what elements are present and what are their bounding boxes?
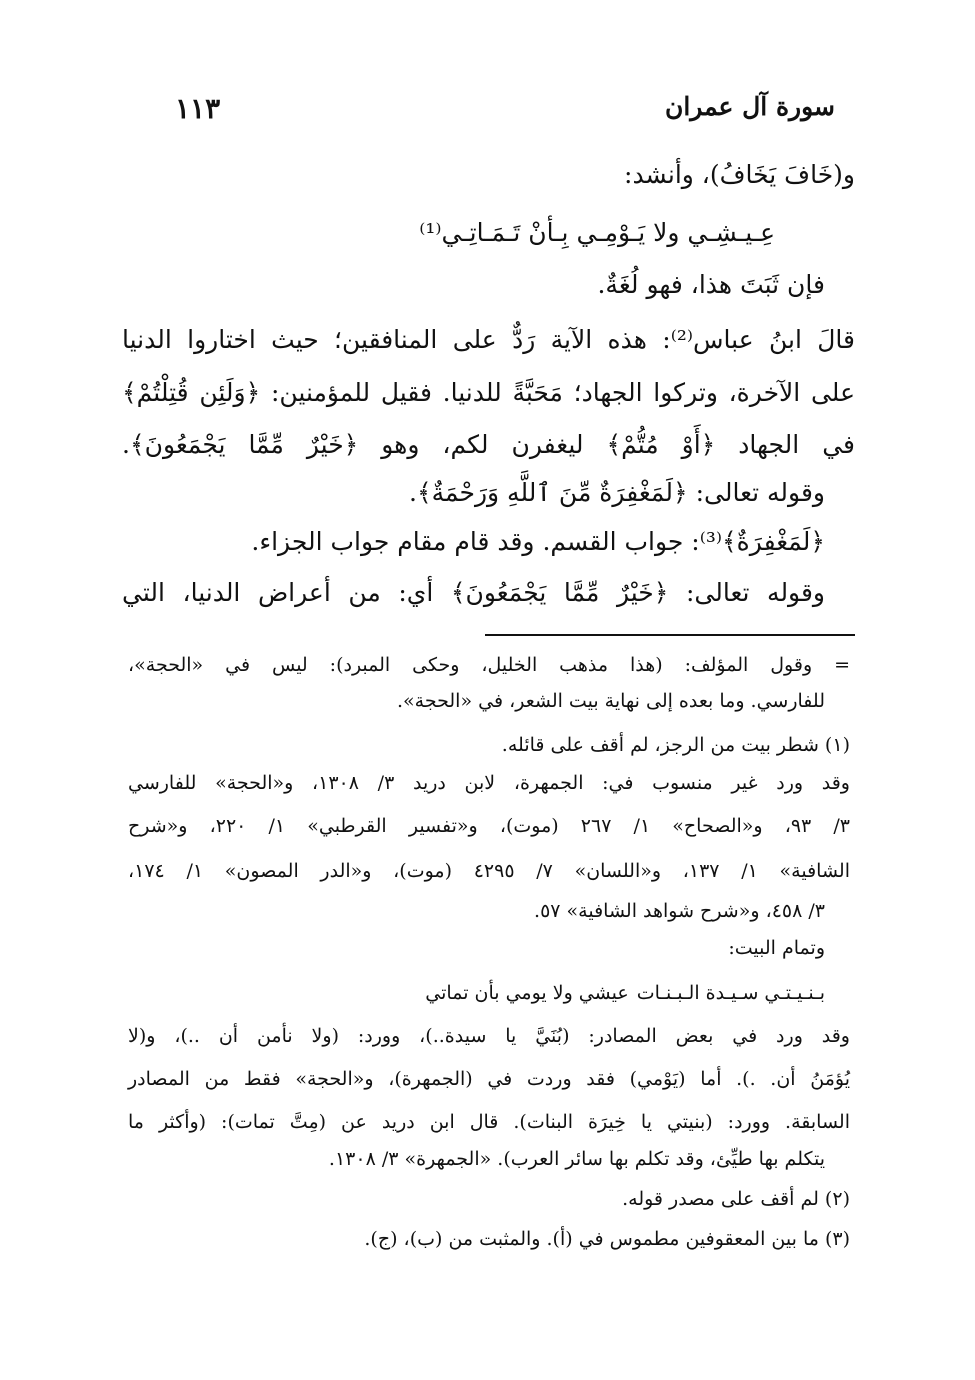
footnote-1: (١) شطر بيت من الرجز، لم أقف على قائله. — [501, 734, 850, 756]
page-number: ١١٣ — [175, 92, 221, 125]
body-line-5: على الآخرة، وتركوا الجهاد؛ مَحَبَّةً للدنيا. فقيل للمؤمنين: ﴿وَلَئِن قُتِلْتُمْ﴾ — [122, 378, 855, 407]
footnote-1-line-6: وتمام البيت: — [728, 937, 825, 959]
footnote-1-line-9: يُؤمَنُ أن. .). أما (يَوْمي) فقد وردت في (الجمهرة)، و«الحجة» فقط من المصادر — [128, 1068, 850, 1090]
body-line-8: ﴿لَمَغْفِرَةٌ﴾⁽³⁾: جواب القسم. وقد قام مقام جواب الجزاء. — [251, 527, 825, 556]
footnote-cont-1: = وقول المؤلف: (هذا مذهب الخليل، وحكى المبرد): ليس في «الحجة»، — [128, 654, 850, 676]
body-line-1: و(خَافَ يَخَافُ)، وأنشد: — [624, 160, 855, 189]
body-line-4: قالَ ابنُ عباس⁽²⁾: هذه الآية رَدٌّ على المنافقين؛ حيث اختاروا الدنيا — [122, 325, 855, 354]
footnote-1-line-4: الشافية» ١/ ١٣٧، و«اللسان» ٧/ ٤٢٩٥ (موت)، و«الدر المصون» ١/ ١٧٤، — [128, 860, 850, 882]
verse-hemistich-2: عيشي ولا يومي بأن تماتي — [425, 982, 629, 1004]
footnote-1-line-10: السابقة. وورد: (بنيتي يا خِيرَة البنات). قال ابن دريد عن (مِتَّ تمات): (وأكثر ما — [128, 1111, 850, 1133]
footnote-1-line-11: يتكلم بها طيِّئ، وقد تكلم بها سائر العرب). «الجمهرة» ٣/ ١٣٠٨. — [328, 1148, 825, 1170]
footnote-separator — [485, 634, 855, 636]
footnote-1-line-5: ٣/ ٤٥٨، و«شرح شواهد الشافية» ٥٧. — [534, 900, 825, 922]
body-line-9: وقوله تعالى: ﴿خَيْرٌ مِّمَّا يَجْمَعُونَ﴾ أي: من أعراض الدنيا، التي — [122, 578, 825, 607]
footnote-2: (٢) لم أقف على مصدر قوله. — [622, 1188, 850, 1210]
poem-line: عِـيـشِـي ولا يَـوْمِـي بِـأنْ تَـمَـاتِـي⁽¹⁾ — [419, 218, 775, 247]
footnote-1-line-3: ٣/ ٩٣، و«الصحاح» ١/ ٢٦٧ (موت)، و«تفسير القرطبي» ١/ ٢٢٠، و«شرح — [128, 815, 850, 837]
verse-hemistich-1: بـنـيـتـي سـيـدة الـبـنـات — [636, 982, 825, 1004]
footnote-cont-2: للفارسي. وما بعده إلى نهاية بيت الشعر، في «الحجة». — [397, 690, 825, 712]
footnote-1-line-8: وقد ورد في بعض المصادر: (بُنَيَّ يا سيدة..)، وورد: (ولا نأمن أن ..)، و(لا — [128, 1025, 850, 1047]
body-line-3: فإن ثَبَتَ هذا، فهو لُغَةٌ. — [597, 270, 825, 299]
body-line-7: وقوله تعالى: ﴿لَمَغْفِرَةٌ مِّنَ ٱللَّهِ وَرَحْمَةٌ﴾. — [409, 478, 825, 507]
footnote-1-line-2: وقد ورد غير منسوب في: الجمهرة، لابن دريد ٣/ ١٣٠٨، و«الحجة» للفارسي — [128, 772, 850, 794]
surah-title: سورة آل عمران — [664, 92, 835, 121]
footnote-3: (٣) ما بين المعقوفين مطموس في (أ). والمثبت من (ب)، (ج). — [364, 1228, 850, 1250]
full-verse — [355, 982, 825, 1005]
body-line-6: في الجهاد ﴿أَوْ مُتُّمْ﴾ ليغفرن لكم، وهو ﴿خَيْرٌ مِّمَّا يَجْمَعُونَ﴾. — [122, 430, 855, 459]
